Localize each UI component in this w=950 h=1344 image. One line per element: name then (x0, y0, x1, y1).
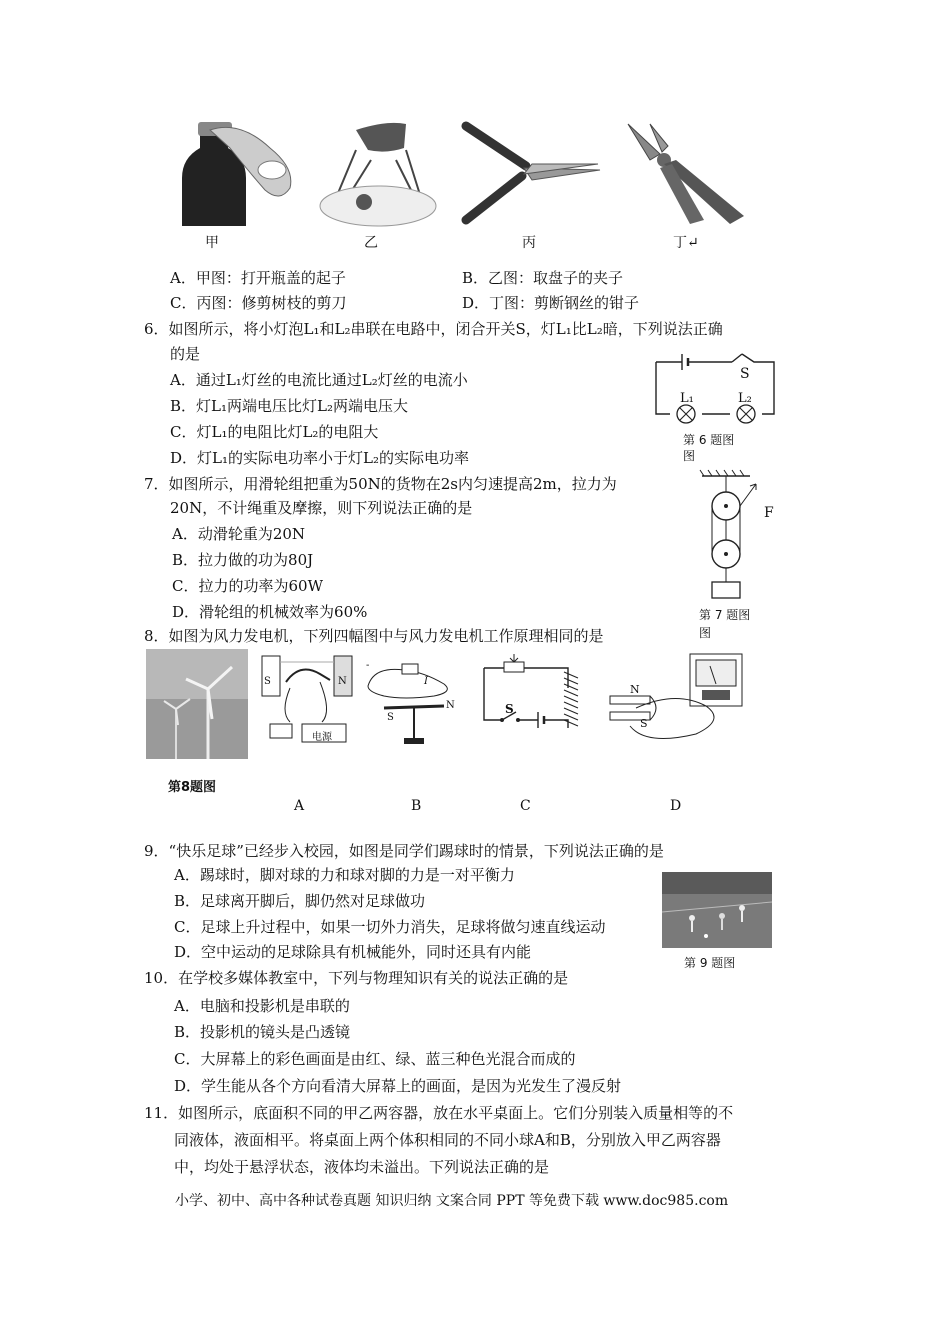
q9-option-d: D．空中运动的足球除具有机械能外，同时还具有内能 (174, 943, 532, 961)
q5-option-b: B．乙图：取盘子的夹子 (462, 269, 624, 287)
q11-line2: 同液体，液面相平。将桌面上两个体积相同的不同小球A和B，分别放入甲乙两容器 (174, 1131, 721, 1149)
q6-lamp2-label: L₂ (738, 391, 752, 406)
q7-caption-line1: 第 7 题图 (699, 608, 751, 622)
q7-force-label: F (764, 505, 774, 521)
q7-stem-line2: 20N，不计绳重及摩擦，则下列说法正确的是 (170, 499, 473, 517)
q7-option-a: A．动滑轮重为20N (172, 525, 306, 543)
q8-b-i: I (424, 676, 428, 687)
q8-stem: 8．如图为风力发电机，下列四幅图中与风力发电机工作原理相同的是 (144, 627, 604, 645)
q5-option-d: D．丁图：剪断钢丝的钳子 (462, 294, 640, 312)
q9-option-b: B．足球离开脚后，脚仍然对足球做功 (174, 892, 426, 910)
q8-b-minus: - (366, 660, 370, 671)
q8-d-s: S (640, 717, 648, 730)
q5-option-c: C．丙图：修剪树枝的剪刀 (170, 294, 347, 312)
q8-figure-c (478, 648, 588, 738)
q8-choice-b: B (411, 798, 422, 814)
q6-option-d: D．灯L₁的实际电功率小于灯L₂的实际电功率 (170, 449, 469, 467)
q6-circuit-diagram (650, 350, 780, 425)
q8-d-n: N (630, 683, 640, 696)
q8-figure-d (606, 650, 746, 746)
q7-option-c: C．拉力的功率为60W (172, 577, 323, 595)
q6-switch-label: S (740, 366, 750, 382)
q8-figure-a (260, 652, 360, 748)
q8-a-n: N (338, 676, 347, 687)
q8-choice-d: D (670, 798, 682, 814)
q10-stem: 10．在学校多媒体教室中，下列与物理知识有关的说法正确的是 (144, 969, 569, 987)
bottle-opener-image (170, 118, 300, 228)
q6-caption-line1: 第 6 题图 (683, 433, 735, 447)
q7-caption-line2: 图 (699, 626, 712, 640)
image-label-jia: 甲 (205, 235, 219, 251)
q6-option-c: C．灯L₁的电阻比灯L₂的电阻大 (170, 423, 379, 441)
q9-option-c: C．足球上升过程中，如果一切外力消失，足球将做匀速直线运动 (174, 918, 606, 936)
q8-a-power: 电源 (312, 732, 332, 743)
q6-option-b: B．灯L₁两端电压比灯L₂两端电压大 (170, 397, 408, 415)
q8-a-s: S (264, 676, 271, 687)
image-label-ding: 丁↵ (673, 235, 699, 251)
q7-pulley-diagram (700, 470, 780, 610)
q8-b-s: S (387, 712, 394, 723)
page-footer: 小学、初中、高中各种试卷真题 知识归纳 文案合同 PPT 等免费下载 www.doc985.com (175, 1193, 729, 1209)
q7-option-d: D．滑轮组的机械效率为60% (172, 603, 368, 621)
q6-option-a: A．通过L₁灯丝的电流比通过L₂灯丝的电流小 (170, 371, 468, 389)
q6-stem-line2: 的是 (170, 345, 201, 363)
plate-clip-image (316, 120, 436, 230)
image-label-yi: 乙 (364, 235, 378, 251)
q8-c-s: S (505, 702, 514, 716)
q11-line3: 中，均处于悬浮状态，液体均未溢出。下列说法正确的是 (174, 1158, 550, 1176)
wind-turbine-photo (146, 649, 248, 759)
q7-stem-line1: 7．如图所示，用滑轮组把重为50N的货物在2s内匀速提高2m，拉力为 (144, 475, 617, 493)
q11-line1: 11．如图所示，底面积不同的甲乙两容器，放在水平桌面上。它们分别装入质量相等的不 (144, 1104, 734, 1122)
q10-option-d: D．学生能从各个方向看清大屏幕上的画面，是因为光发生了漫反射 (174, 1077, 622, 1095)
q10-option-c: C．大屏幕上的彩色画面是由红、绿、蓝三种色光混合而成的 (174, 1050, 576, 1068)
q6-lamp1-label: L₁ (680, 391, 694, 406)
q9-stem: 9．“快乐足球”已经步入校园，如图是同学们踢球时的情景，下列说法正确的是 (144, 842, 664, 860)
q5-option-a: A．甲图：打开瓶盖的起子 (170, 269, 346, 287)
q9-caption: 第 9 题图 (684, 956, 736, 970)
q7-option-b: B．拉力做的功为80J (172, 551, 314, 569)
q8-b-n: N (446, 700, 455, 711)
q9-option-a: A．踢球时，脚对球的力和球对脚的力是一对平衡力 (174, 866, 515, 884)
image-label-bing: 丙 (522, 235, 536, 251)
q10-option-b: B．投影机的镜头是凸透镜 (174, 1023, 351, 1041)
pruning-shears-image (462, 120, 602, 225)
pliers-image (620, 120, 750, 230)
q8-choice-a: A (294, 798, 305, 814)
q10-option-a: A．电脑和投影机是串联的 (174, 997, 350, 1015)
soccer-photo (662, 872, 772, 948)
q8-caption: 第8题图 (168, 780, 217, 795)
q8-choice-c: C (520, 798, 531, 814)
q6-stem-line1: 6．如图所示，将小灯泡L₁和L₂串联在电路中，闭合开关S，灯L₁比L₂暗，下列说法正确 (144, 320, 723, 338)
q6-caption-line2: 图 (683, 449, 696, 463)
